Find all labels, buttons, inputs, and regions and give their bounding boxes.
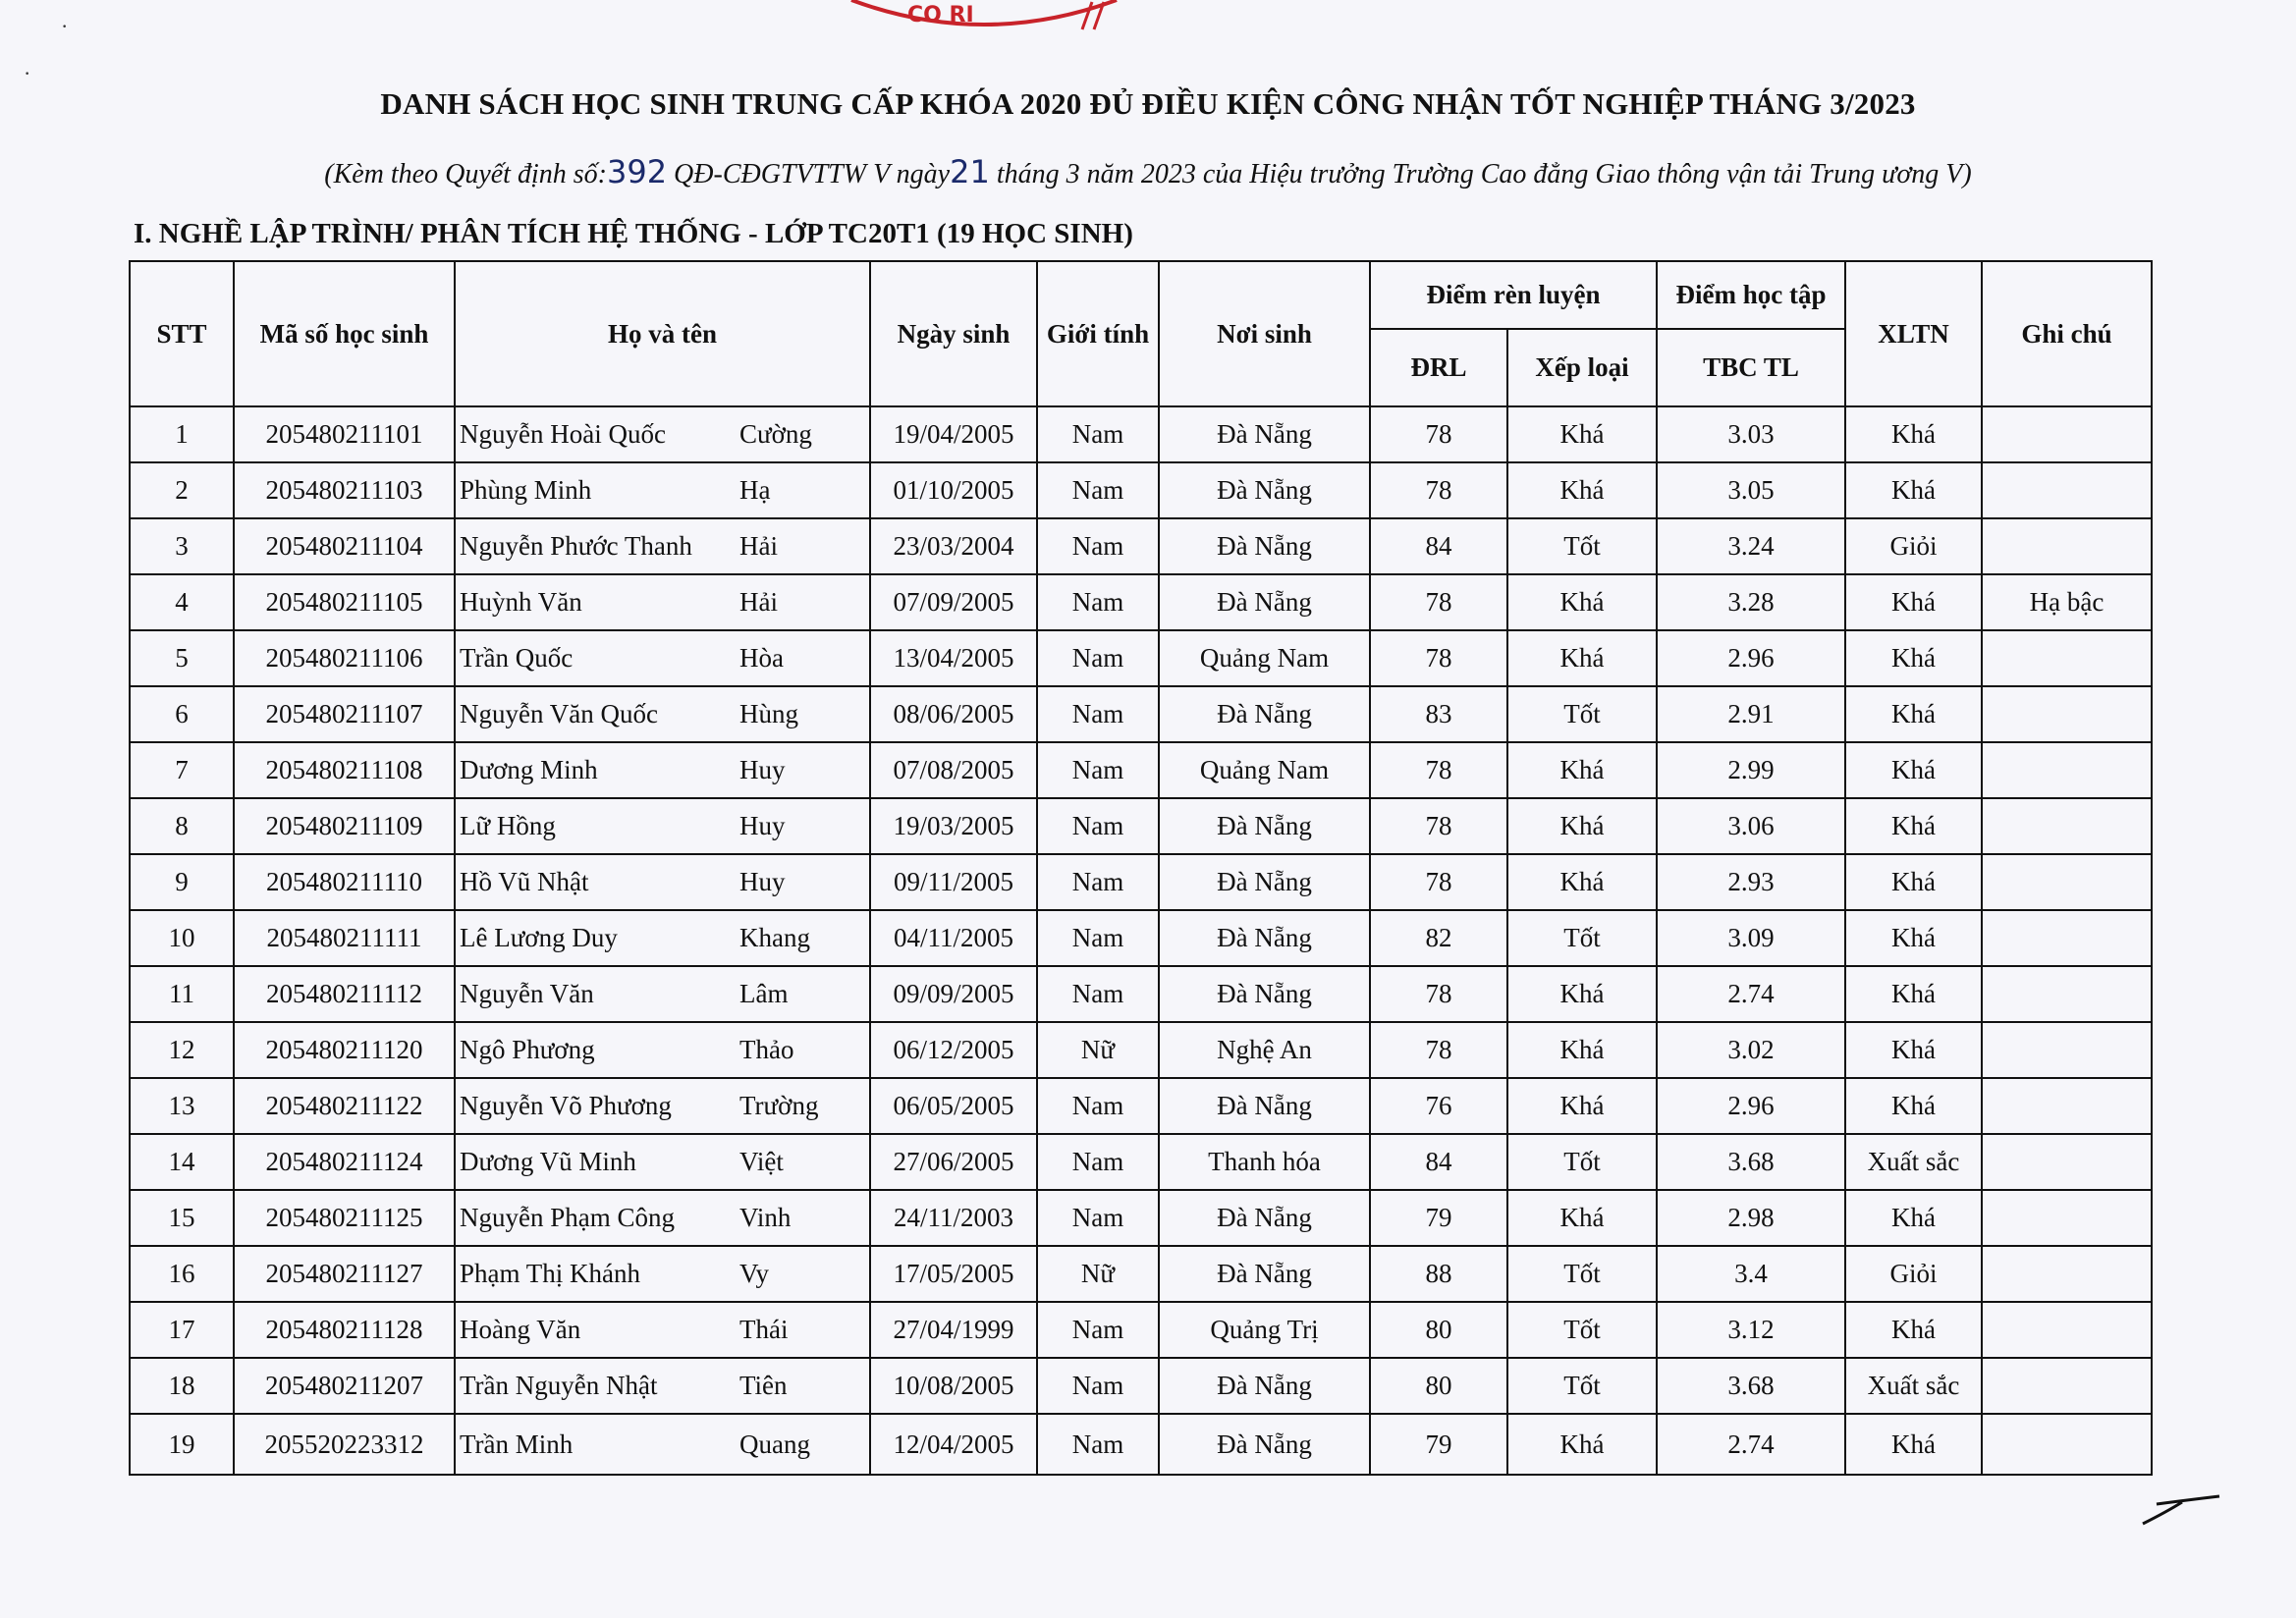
cell-stt: 2 [130,462,234,518]
cell-tbc: 3.24 [1657,518,1845,574]
cell-tbc: 2.74 [1657,1414,1845,1475]
cell-rank: Khá [1507,742,1657,798]
cell-rank: Tốt [1507,686,1657,742]
cell-xltn: Khá [1845,1078,1982,1134]
cell-drl: 78 [1370,798,1507,854]
surname-text: Nguyễn Phước Thanh [460,531,692,561]
cell-full-name [455,686,870,742]
cell-drl: 84 [1370,518,1507,574]
cell-note [1982,966,2152,1022]
cell-xltn: Giỏi [1845,1246,1982,1302]
cell-gender: Nam [1037,1134,1159,1190]
cell-note [1982,406,2152,462]
cell-birthplace: Đà Nẵng [1159,1414,1370,1475]
table-row [130,1358,2152,1414]
cell-gender: Nam [1037,406,1159,462]
cell-birthplace: Đà Nẵng [1159,686,1370,742]
given-name-text: Thái [739,1315,789,1344]
cell-xltn: Xuất sắc [1845,1134,1982,1190]
cell-stt: 18 [130,1358,234,1414]
cell-rank: Khá [1507,574,1657,630]
cell-note [1982,1022,2152,1078]
surname-text: Huỳnh Văn [460,587,582,617]
surname-text: Nguyễn Phạm Công [460,1203,675,1232]
cell-tbc: 3.4 [1657,1246,1845,1302]
cell-student-id: 205480211104 [234,518,455,574]
cell-note [1982,1414,2152,1475]
cell-full-name [455,1246,870,1302]
given-name-text: Hạ [739,475,771,505]
cell-note [1982,1246,2152,1302]
cell-drl: 79 [1370,1414,1507,1475]
cell-xltn: Khá [1845,406,1982,462]
surname-text: Dương Minh [460,755,598,784]
cell-stt: 19 [130,1414,234,1475]
cell-full-name [455,574,870,630]
cell-xltn: Khá [1845,966,1982,1022]
cell-dob: 07/09/2005 [870,574,1037,630]
cell-birthplace: Đà Nẵng [1159,1246,1370,1302]
cell-drl: 79 [1370,1190,1507,1246]
cell-xltn: Khá [1845,462,1982,518]
table-row [130,798,2152,854]
cell-note [1982,630,2152,686]
cell-birthplace: Đà Nẵng [1159,1190,1370,1246]
cell-rank: Khá [1507,406,1657,462]
cell-note [1982,1190,2152,1246]
cell-xltn: Khá [1845,854,1982,910]
given-name-text: Hòa [739,643,784,673]
cell-full-name [455,1302,870,1358]
cell-drl: 82 [1370,910,1507,966]
cell-birthplace: Đà Nẵng [1159,574,1370,630]
table-row [130,518,2152,574]
surname-text: Nguyễn Võ Phương [460,1091,672,1120]
stamp-text: CO RI [907,3,974,27]
cell-gender: Nam [1037,462,1159,518]
cell-note [1982,686,2152,742]
table-row [130,1190,2152,1246]
cell-stt: 7 [130,742,234,798]
cell-drl: 80 [1370,1302,1507,1358]
table-row [130,574,2152,630]
cell-stt: 13 [130,1078,234,1134]
table-row [130,1134,2152,1190]
cell-drl: 78 [1370,854,1507,910]
cell-drl: 84 [1370,1134,1507,1190]
cell-xltn: Khá [1845,1022,1982,1078]
given-name-text: Trường [739,1091,819,1120]
table-row [130,406,2152,462]
cell-gender: Nam [1037,1190,1159,1246]
cell-tbc: 3.03 [1657,406,1845,462]
red-stamp-fragment [847,0,1121,33]
cell-stt: 10 [130,910,234,966]
cell-note [1982,910,2152,966]
cell-full-name [455,406,870,462]
given-name-text: Huy [739,755,786,784]
cell-xltn: Khá [1845,686,1982,742]
cell-gender: Nam [1037,630,1159,686]
cell-rank: Khá [1507,798,1657,854]
cell-birthplace: Quảng Nam [1159,630,1370,686]
cell-xltn: Khá [1845,1190,1982,1246]
cell-dob: 10/08/2005 [870,1358,1037,1414]
cell-stt: 4 [130,574,234,630]
header-conduct-group: Điểm rèn luyện [1370,261,1657,329]
header-xltn: XLTN [1845,261,1982,406]
cell-drl: 88 [1370,1246,1507,1302]
cell-tbc: 3.09 [1657,910,1845,966]
cell-gender: Nam [1037,798,1159,854]
cell-tbc: 2.99 [1657,742,1845,798]
cell-stt: 9 [130,854,234,910]
cell-birthplace: Đà Nẵng [1159,518,1370,574]
cell-student-id: 205480211105 [234,574,455,630]
cell-tbc: 3.68 [1657,1134,1845,1190]
cell-tbc: 2.93 [1657,854,1845,910]
given-name-text: Vinh [739,1203,792,1232]
cell-drl: 80 [1370,1358,1507,1414]
cell-gender: Nam [1037,518,1159,574]
cell-drl: 78 [1370,630,1507,686]
header-birthplace: Nơi sinh [1159,261,1370,406]
cell-tbc: 2.96 [1657,630,1845,686]
cell-student-id: 205480211107 [234,686,455,742]
table-row [130,854,2152,910]
cell-full-name [455,1078,870,1134]
cell-stt: 8 [130,798,234,854]
cell-drl: 78 [1370,742,1507,798]
surname-text: Nguyễn Văn [460,979,594,1008]
cell-gender: Nam [1037,686,1159,742]
cell-full-name [455,910,870,966]
cell-birthplace: Đà Nẵng [1159,1078,1370,1134]
cell-full-name [455,1358,870,1414]
cell-xltn: Khá [1845,798,1982,854]
cell-student-id: 205480211124 [234,1134,455,1190]
cell-rank: Khá [1507,1078,1657,1134]
given-name-text: Hùng [739,699,798,728]
cell-stt: 11 [130,966,234,1022]
cell-birthplace: Đà Nẵng [1159,966,1370,1022]
cell-gender: Nam [1037,1414,1159,1475]
cell-drl: 78 [1370,406,1507,462]
surname-text: Lữ Hồng [460,811,556,840]
cell-drl: 76 [1370,1078,1507,1134]
cell-rank: Khá [1507,630,1657,686]
surname-text: Dương Vũ Minh [460,1147,636,1176]
cell-birthplace: Đà Nẵng [1159,854,1370,910]
cell-rank: Tốt [1507,1302,1657,1358]
cell-dob: 09/09/2005 [870,966,1037,1022]
cell-birthplace: Đà Nẵng [1159,798,1370,854]
decision-day: 21 [950,153,990,190]
surname-text: Trần Nguyễn Nhật [460,1371,658,1400]
table-row [130,630,2152,686]
table-row [130,1246,2152,1302]
cell-gender: Nữ [1037,1246,1159,1302]
cell-stt: 15 [130,1190,234,1246]
table-row [130,1414,2152,1475]
section-title: I. NGHỀ LẬP TRÌNH/ PHÂN TÍCH HỆ THỐNG - LỚP TC20T1 (19 HỌC SINH) [134,218,1133,249]
surname-text: Ngô Phương [460,1035,595,1064]
cell-birthplace: Thanh hóa [1159,1134,1370,1190]
given-name-text: Huy [739,867,786,896]
cell-gender: Nam [1037,854,1159,910]
subtitle-mid: QĐ-CĐGTVTTW V ngày [674,159,951,189]
cell-student-id: 205480211128 [234,1302,455,1358]
decision-number: 392 [606,153,668,190]
cell-tbc: 3.05 [1657,462,1845,518]
cell-dob: 19/04/2005 [870,406,1037,462]
cell-birthplace: Đà Nẵng [1159,406,1370,462]
cell-birthplace: Đà Nẵng [1159,1358,1370,1414]
cell-stt: 16 [130,1246,234,1302]
cell-xltn: Khá [1845,630,1982,686]
cell-student-id: 205480211125 [234,1190,455,1246]
given-name-text: Hải [739,531,778,561]
cell-tbc: 3.28 [1657,574,1845,630]
header-study-group: Điểm học tập [1657,261,1845,329]
document-subtitle [0,153,2296,190]
cell-rank: Tốt [1507,910,1657,966]
cell-rank: Tốt [1507,1134,1657,1190]
cell-stt: 1 [130,406,234,462]
cell-note [1982,1358,2152,1414]
cell-full-name [455,462,870,518]
cell-student-id: 205480211109 [234,798,455,854]
cell-full-name [455,966,870,1022]
cell-full-name [455,854,870,910]
surname-text: Trần Quốc [460,643,574,673]
cell-student-id: 205480211122 [234,1078,455,1134]
cell-tbc: 3.06 [1657,798,1845,854]
cell-gender: Nam [1037,742,1159,798]
cell-tbc: 2.96 [1657,1078,1845,1134]
cell-dob: 08/06/2005 [870,686,1037,742]
scan-mark: · [24,61,31,85]
cell-drl: 78 [1370,966,1507,1022]
cell-student-id: 205480211108 [234,742,455,798]
surname-text: Trần Minh [460,1429,574,1459]
header-drl: ĐRL [1370,329,1507,406]
cell-xltn: Khá [1845,574,1982,630]
cell-gender: Nam [1037,1078,1159,1134]
cell-rank: Khá [1507,854,1657,910]
given-name-text: Hải [739,587,778,617]
cell-dob: 09/11/2005 [870,854,1037,910]
table-body [130,406,2152,1475]
cell-rank: Tốt [1507,1246,1657,1302]
cell-rank: Khá [1507,1022,1657,1078]
cell-stt: 12 [130,1022,234,1078]
given-name-text: Tiên [739,1371,788,1400]
cell-rank: Tốt [1507,518,1657,574]
table-row [130,1078,2152,1134]
cell-dob: 01/10/2005 [870,462,1037,518]
cell-student-id: 205480211111 [234,910,455,966]
cell-full-name [455,518,870,574]
cell-dob: 13/04/2005 [870,630,1037,686]
cell-xltn: Giỏi [1845,518,1982,574]
table-row [130,462,2152,518]
cell-full-name [455,1190,870,1246]
cell-rank: Khá [1507,462,1657,518]
cell-student-id: 205480211110 [234,854,455,910]
cell-tbc: 2.98 [1657,1190,1845,1246]
cell-rank: Tốt [1507,1358,1657,1414]
table-row [130,742,2152,798]
cell-gender: Nam [1037,1358,1159,1414]
given-name-text: Lâm [739,979,789,1008]
cell-dob: 23/03/2004 [870,518,1037,574]
cell-student-id: 205480211127 [234,1246,455,1302]
cell-full-name [455,798,870,854]
surname-text: Nguyễn Hoài Quốc [460,419,666,449]
given-name-text: Huy [739,811,786,840]
cell-drl: 78 [1370,462,1507,518]
cell-birthplace: Quảng Trị [1159,1302,1370,1358]
cell-dob: 17/05/2005 [870,1246,1037,1302]
cell-gender: Nữ [1037,1022,1159,1078]
cell-student-id: 205480211112 [234,966,455,1022]
cell-note [1982,1134,2152,1190]
table-row [130,966,2152,1022]
cell-dob: 06/05/2005 [870,1078,1037,1134]
cell-stt: 17 [130,1302,234,1358]
given-name-text: Việt [739,1147,784,1176]
header-note: Ghi chú [1982,261,2152,406]
header-student-id: Mã số học sinh [234,261,455,406]
table-row [130,1302,2152,1358]
cell-full-name [455,1414,870,1475]
cell-drl: 78 [1370,1022,1507,1078]
student-table [129,260,2153,1476]
header-tbc: TBC TL [1657,329,1845,406]
header-dob: Ngày sinh [870,261,1037,406]
cell-dob: 24/11/2003 [870,1190,1037,1246]
cell-gender: Nam [1037,910,1159,966]
cell-student-id: 205480211207 [234,1358,455,1414]
cell-dob: 12/04/2005 [870,1414,1037,1475]
document-title: DANH SÁCH HỌC SINH TRUNG CẤP KHÓA 2020 ĐỦ ĐIỀU KIỆN CÔNG NHẬN TỐT NGHIỆP THÁNG 3/2023 [380,86,1916,121]
cell-rank: Khá [1507,966,1657,1022]
cell-gender: Nam [1037,966,1159,1022]
table-row [130,686,2152,742]
cell-rank: Khá [1507,1414,1657,1475]
cell-stt: 5 [130,630,234,686]
cell-note [1982,1078,2152,1134]
cell-xltn: Xuất sắc [1845,1358,1982,1414]
given-name-text: Vy [739,1259,770,1288]
cell-student-id: 205480211106 [234,630,455,686]
cell-note [1982,854,2152,910]
header-gender: Giới tính [1037,261,1159,406]
cell-dob: 06/12/2005 [870,1022,1037,1078]
cell-note [1982,462,2152,518]
cell-full-name [455,1134,870,1190]
cell-xltn: Khá [1845,1302,1982,1358]
cell-gender: Nam [1037,574,1159,630]
cell-dob: 07/08/2005 [870,742,1037,798]
cell-tbc: 3.68 [1657,1358,1845,1414]
cell-xltn: Khá [1845,910,1982,966]
cell-note [1982,518,2152,574]
cell-note: Hạ bậc [1982,574,2152,630]
surname-text: Phùng Minh [460,475,592,505]
cell-stt: 6 [130,686,234,742]
cell-birthplace: Nghệ An [1159,1022,1370,1078]
cell-xltn: Khá [1845,1414,1982,1475]
cell-note [1982,742,2152,798]
cell-student-id: 205480211120 [234,1022,455,1078]
cell-drl: 83 [1370,686,1507,742]
cell-birthplace: Quảng Nam [1159,742,1370,798]
surname-text: Hồ Vũ Nhật [460,867,589,896]
cell-tbc: 3.12 [1657,1302,1845,1358]
cell-gender: Nam [1037,1302,1159,1358]
cell-tbc: 2.91 [1657,686,1845,742]
cell-stt: 3 [130,518,234,574]
cell-birthplace: Đà Nẵng [1159,910,1370,966]
table-row [130,1022,2152,1078]
cell-dob: 27/04/1999 [870,1302,1037,1358]
surname-text: Nguyễn Văn Quốc [460,699,658,728]
cell-birthplace: Đà Nẵng [1159,462,1370,518]
header-stt: STT [130,261,234,406]
surname-text: Hoàng Văn [460,1315,581,1344]
scan-mark: · [61,14,69,38]
cell-full-name [455,630,870,686]
given-name-text: Quang [739,1429,810,1459]
given-name-text: Khang [739,923,810,952]
subtitle-prefix: (Kèm theo Quyết định số: [324,159,607,189]
cell-tbc: 2.74 [1657,966,1845,1022]
cell-note [1982,1302,2152,1358]
given-name-text: Thảo [739,1035,794,1064]
cell-full-name [455,1022,870,1078]
header-rank: Xếp loại [1507,329,1657,406]
cell-dob: 04/11/2005 [870,910,1037,966]
cell-tbc: 3.02 [1657,1022,1845,1078]
subtitle-suffix: tháng 3 năm 2023 của Hiệu trưởng Trường Cao đẳng Giao thông vận tải Trung ương V) [996,159,1972,189]
cell-student-id: 205520223312 [234,1414,455,1475]
table-row [130,910,2152,966]
surname-text: Lê Lương Duy [460,923,618,952]
cell-student-id: 205480211103 [234,462,455,518]
cell-note [1982,798,2152,854]
surname-text: Phạm Thị Khánh [460,1259,640,1288]
cell-dob: 19/03/2005 [870,798,1037,854]
header-full-name: Họ và tên [455,261,870,406]
cell-rank: Khá [1507,1190,1657,1246]
given-name-text: Cường [739,419,812,449]
cell-full-name [455,742,870,798]
cell-drl: 78 [1370,574,1507,630]
initial-mark [2137,1483,2225,1532]
cell-student-id: 205480211101 [234,406,455,462]
cell-stt: 14 [130,1134,234,1190]
cell-xltn: Khá [1845,742,1982,798]
cell-dob: 27/06/2005 [870,1134,1037,1190]
